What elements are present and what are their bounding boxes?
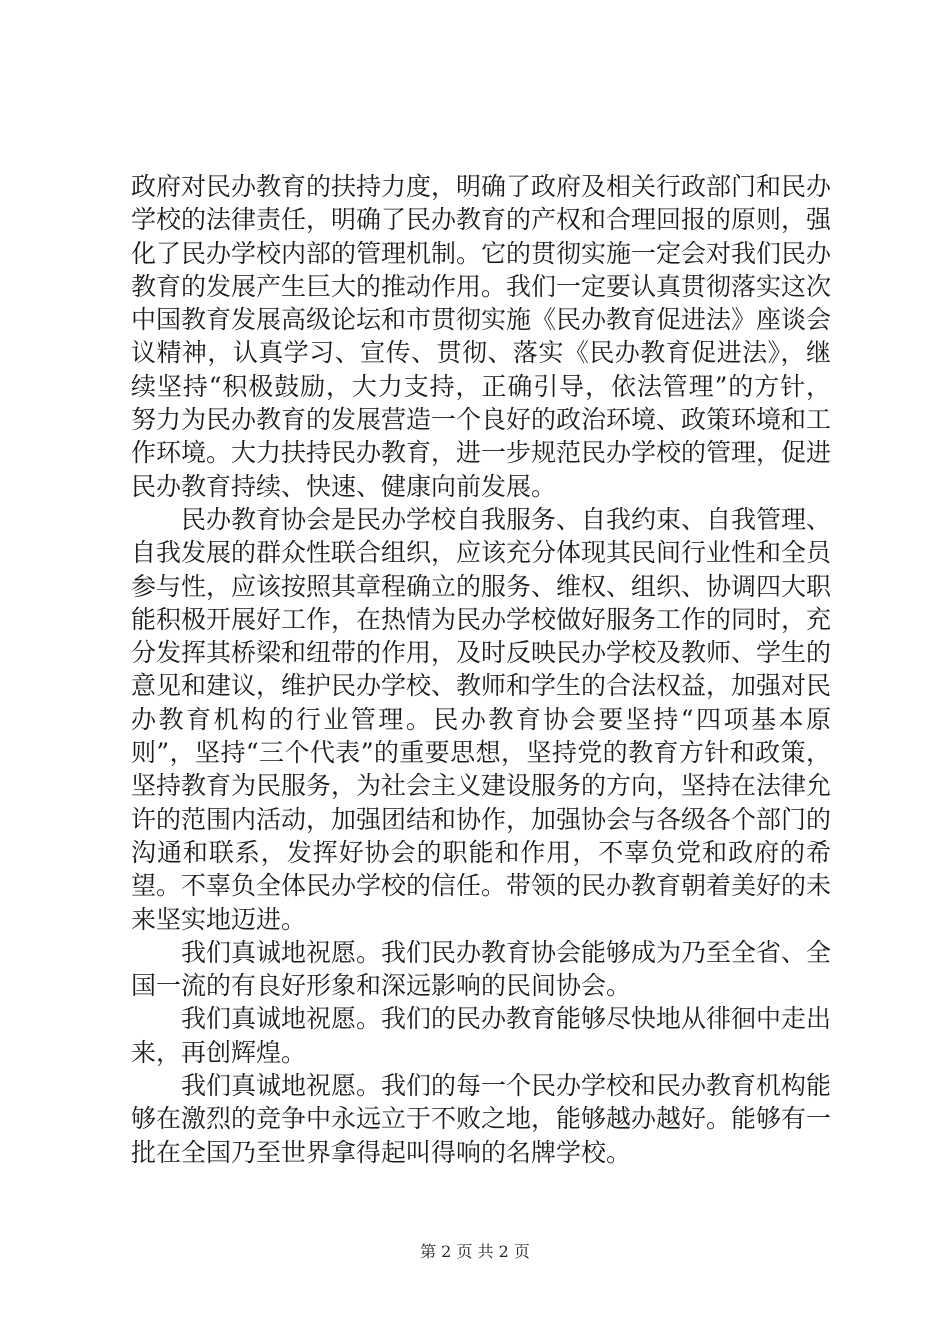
- paragraph-3: 我们真诚地祝愿。我们民办教育协会能够成为乃至全省、全国一流的有良好形象和深远影响的民间协会。: [131, 937, 832, 1001]
- page-number-footer: 第 2 页 共 2 页: [420, 1242, 530, 1261]
- paragraph-1: 政府对民办教育的扶持力度，明确了政府及相关行政部门和民办学校的法律责任，明确了民办教育的产权和合理回报的原则，强化了民办学校内部的管理机制。它的贯彻实施一定会对我们民办教育的发展产生巨大的推动作用。我们一定要认真贯彻落实这次中国教育发展高级论坛和市贯彻实施《民办教育促进法》座谈会议精神，认真学习、宣传、贯彻、落实《民办教育促进法》，继续坚持“积极鼓励，大力支持，正确引导，依法管理”的方针，努力为民办教育的发展营造一个良好的政治环境、政策环境和工作环境。大力扶持民办教育，进一步规范民办学校的管理，促进民办教育持续、快速、健康向前发展。: [131, 172, 832, 501]
- document-body: [131, 170, 831, 1169]
- paragraph-5: 我们真诚地祝愿。我们的每一个民办学校和民办教育机构能够在激烈的竞争中永远立于不败之地，能够越办越好。能够有一批在全国乃至世界拿得起叫得响的名牌学校。: [131, 1071, 832, 1167]
- paragraph-4: 我们真诚地祝愿。我们的民办教育能够尽快地从徘徊中走出来，再创辉煌。: [131, 1004, 832, 1067]
- paragraph-2: 民办教育协会是民办学校自我服务、自我约束、自我管理、自我发展的群众性联合组织，应该充分体现其民间行业性和全员参与性，应该按照其章程确立的服务、维权、组织、协调四大职能积极开展好工作，在热情为民办学校做好服务工作的同时，充分发挥其桥梁和纽带的作用，及时反映民办学校及教师、学生的意见和建议，维护民办学校、教师和学生的合法权益，加强对民办教育机构的行业管理。民办教育协会要坚持“四项基本原则”，坚持“三个代表”的重要思想，坚持党的教育方针和政策，坚持教育为民服务，为社会主义建设服务的方向，坚持在法律允许的范围内活动，加强团结和协作，加强协会与各级各个部门的沟通和联系，发挥好协会的职能和作用，不辜负党和政府的希望。不辜负全体民办学校的信任。带领的民办教育朝着美好的未来坚实地迈进。: [131, 504, 832, 934]
